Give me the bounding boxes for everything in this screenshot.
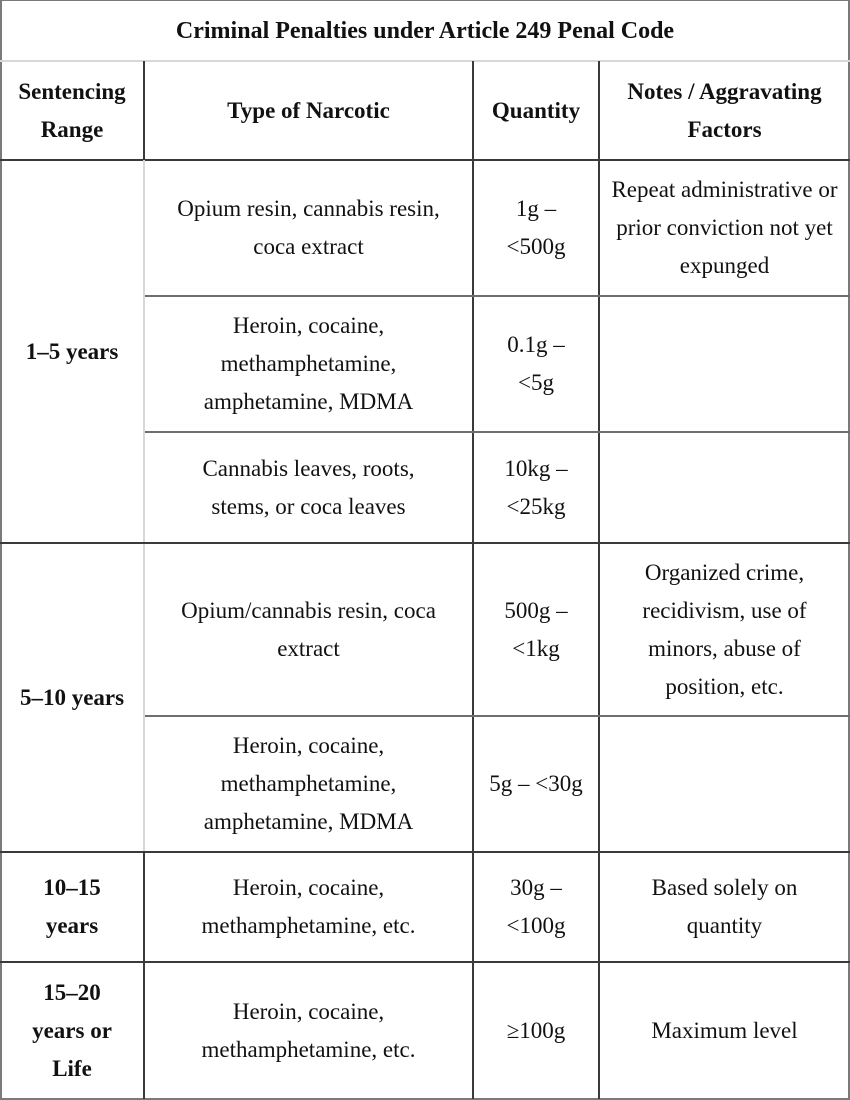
divider xyxy=(472,61,474,1099)
narcotic-cell: Heroin, cocaine, methamphetamine, etc. xyxy=(201,875,416,938)
header-notes: Notes / Aggravating Factors xyxy=(627,78,822,142)
table-border-left xyxy=(0,0,2,1100)
table-title: Criminal Penalties under Article 249 Penal Code xyxy=(175,17,675,44)
divider xyxy=(0,542,850,544)
divider xyxy=(0,159,850,161)
range-cell: 5–10 years xyxy=(19,684,125,710)
quantity-cell: 500g – <1kg xyxy=(504,597,568,661)
narcotic-cell: Opium resin, cannabis resin, coca extract xyxy=(177,196,440,259)
divider xyxy=(145,431,850,433)
notes-cell xyxy=(599,296,850,432)
divider xyxy=(598,61,600,1099)
narcotic-cell: Cannabis leaves, roots, stems, or coca leaves xyxy=(202,455,415,519)
divider xyxy=(143,160,145,852)
quantity-cell: ≥100g xyxy=(506,1017,566,1043)
notes-cell xyxy=(599,716,850,852)
quantity-cell: 5g – <30g xyxy=(489,771,583,796)
narcotic-cell: Heroin, cocaine, methamphetamine, amphetamine, MDMA xyxy=(203,733,414,834)
notes-cell: Organized crime, recidivism, use of minors, abuse of position, etc. xyxy=(642,559,807,699)
divider xyxy=(145,715,850,717)
table-border-top xyxy=(0,0,850,1)
quantity-cell: 30g – <100g xyxy=(506,875,566,938)
divider xyxy=(0,961,850,963)
notes-cell: Repeat administrative or prior conviction not yet expunged xyxy=(611,177,838,278)
quantity-cell: 0.1g – <5g xyxy=(507,332,565,395)
notes-cell: Based solely on quantity xyxy=(651,875,798,938)
divider xyxy=(143,61,145,160)
divider xyxy=(145,295,850,297)
narcotic-cell: Opium/cannabis resin, coca extract xyxy=(181,597,436,661)
header-type-of-narcotic: Type of Narcotic xyxy=(227,97,390,123)
header-quantity: Quantity xyxy=(491,97,581,123)
header-sentencing-range: Sentencing Range xyxy=(18,78,126,142)
divider xyxy=(0,851,850,853)
notes-cell xyxy=(599,432,850,543)
notes-cell: Maximum level xyxy=(651,1017,798,1043)
range-cell: 10–15 years xyxy=(43,875,101,938)
quantity-cell: 1g – <500g xyxy=(506,196,566,259)
range-cell: 15–20 years or Life xyxy=(32,979,112,1081)
narcotic-cell: Heroin, cocaine, methamphetamine, etc. xyxy=(201,998,416,1062)
range-cell: 1–5 years xyxy=(25,338,119,364)
divider xyxy=(143,852,145,1099)
quantity-cell: 10kg – <25kg xyxy=(504,455,568,519)
divider xyxy=(0,60,850,62)
narcotic-cell: Heroin, cocaine, methamphetamine, amphetamine, MDMA xyxy=(203,313,414,414)
